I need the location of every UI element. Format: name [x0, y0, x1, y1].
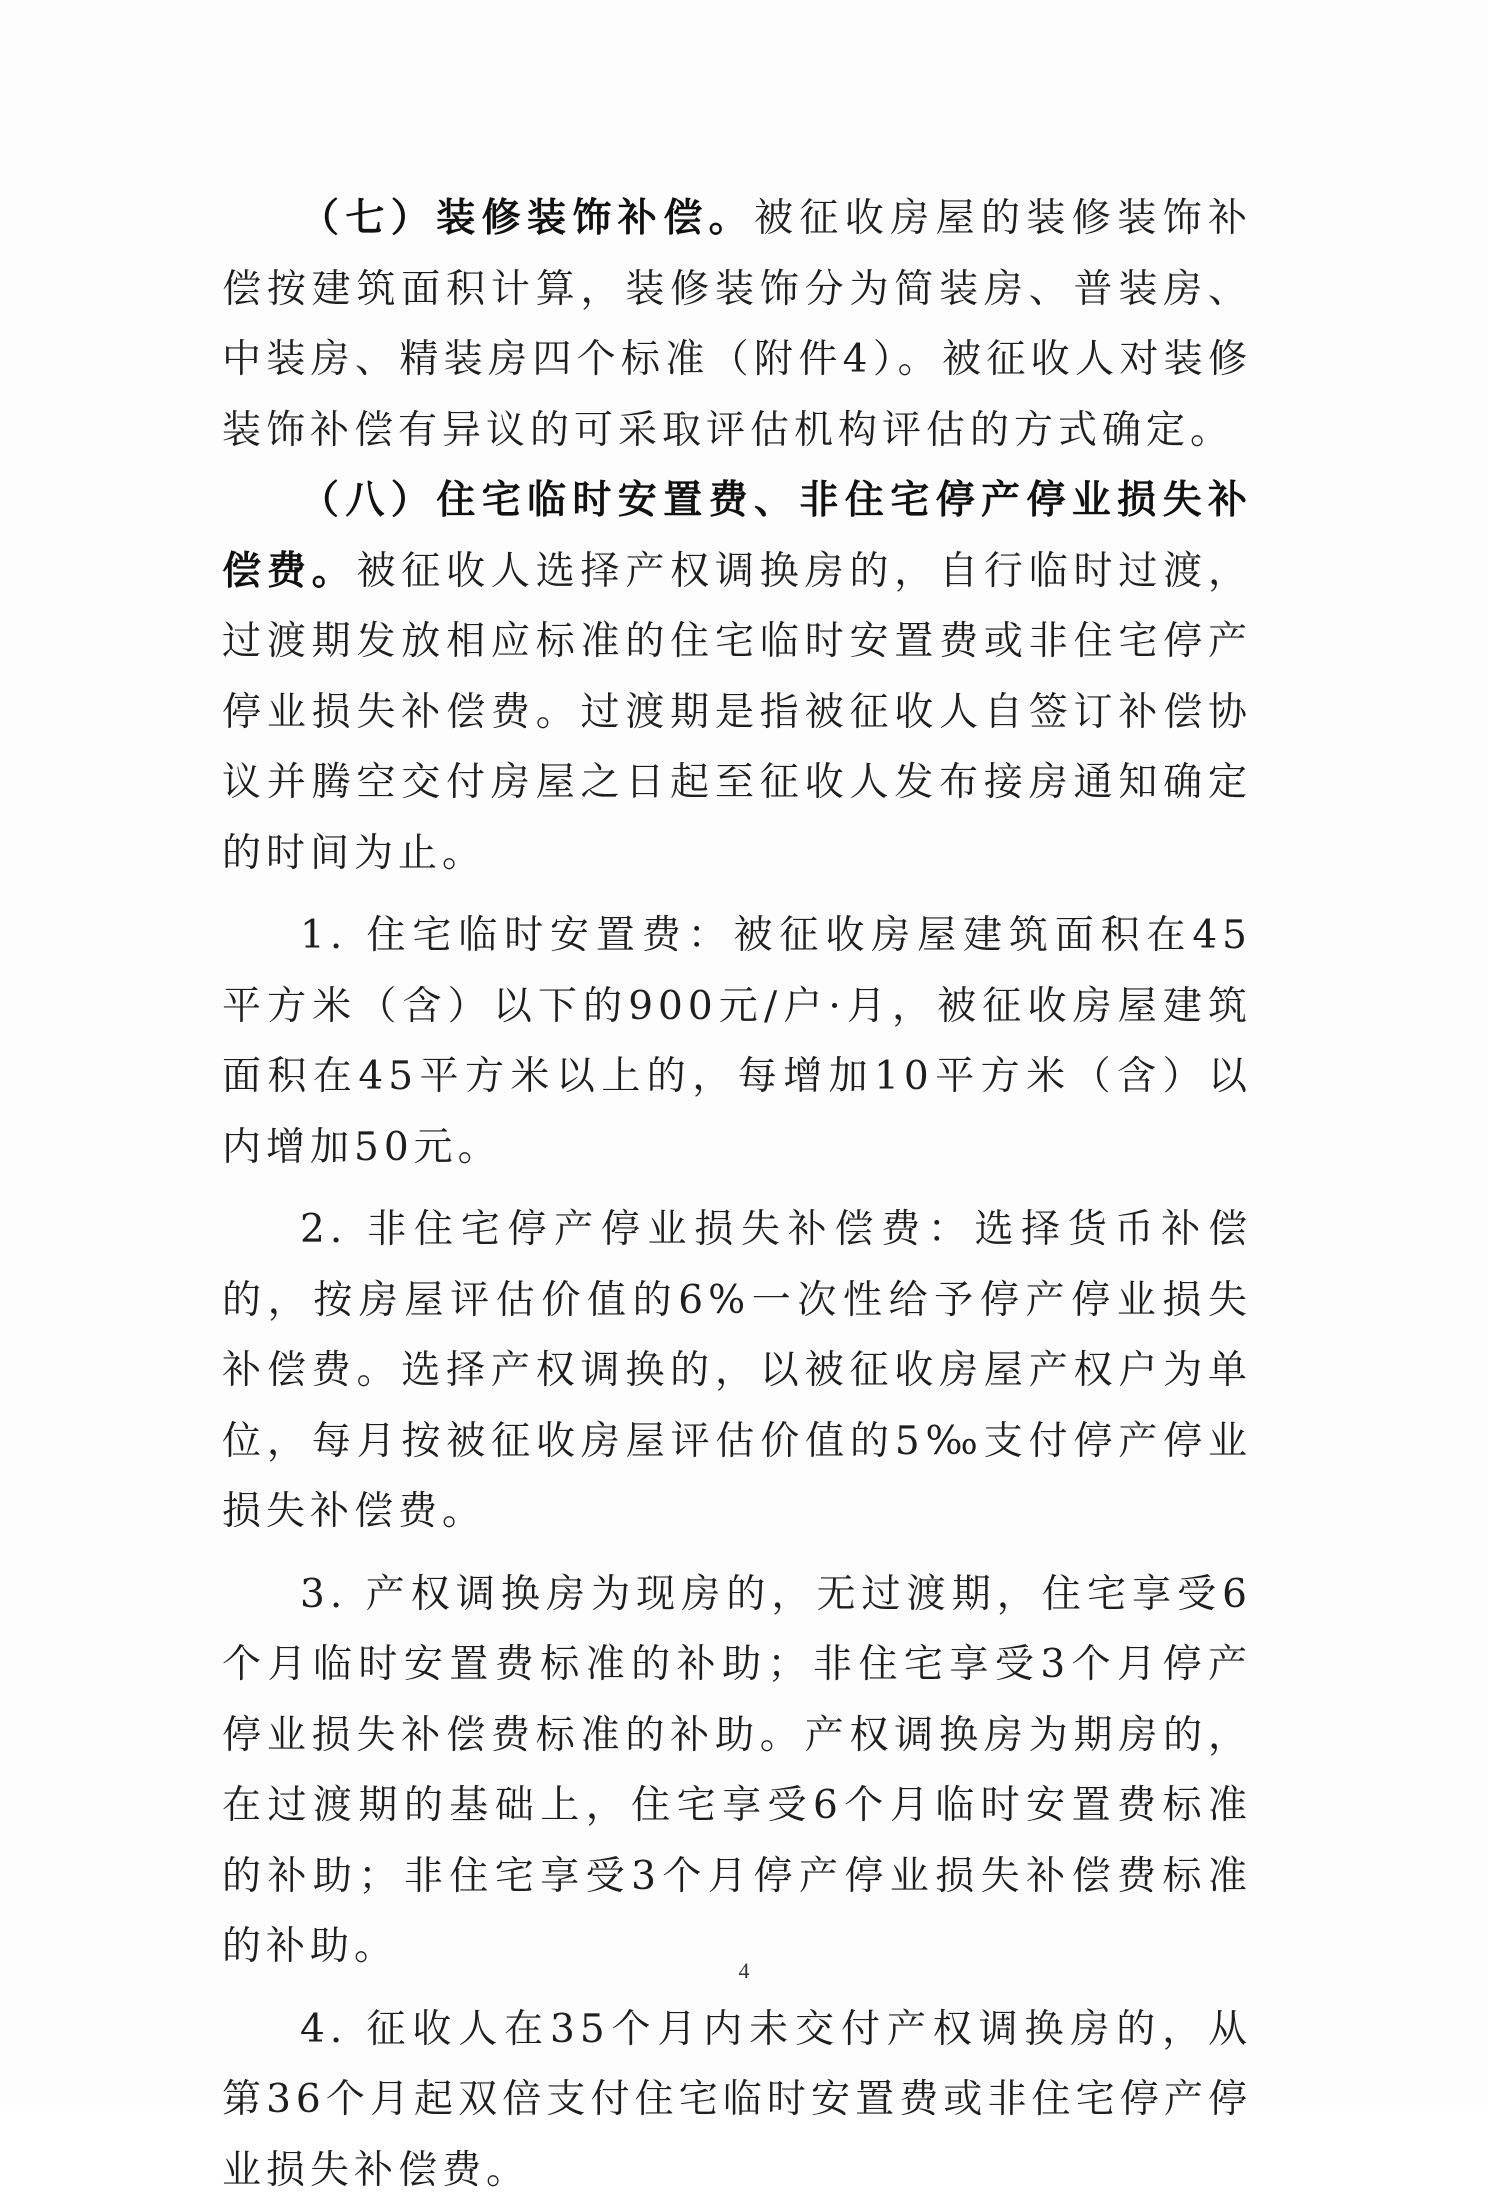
section-seven-body: 被征收房屋的装修装饰补偿按建筑面积计算，装修装饰分为简装房、普装房、中装房、精装房四个标准（附件4）。被征收人对装修装饰补偿有异议的可采取评估机构评估的方式确定。 [222, 196, 1252, 453]
item-4-paragraph: 4. 征收人在35个月内未交付产权调换房的，从第36个月起双倍支付住宅临时安置费或非住宅停产停业损失补偿费。 [222, 1995, 1252, 2206]
page-number: 4 [0, 1958, 1488, 1984]
section-seven-heading: （七）装修装饰补偿。 [300, 196, 754, 241]
section-eight-heading: （八）住宅临时安置费、非住宅停产停业损失补偿费。 [222, 478, 1252, 594]
section-eight-paragraph [222, 466, 1252, 889]
item-3-paragraph: 3. 产权调换房为现房的，无过渡期，住宅享受6个月临时安置费标准的补助；非住宅享受3个月停产停业损失补偿费标准的补助。产权调换房为期房的，在过渡期的基础上，住宅享受6个月临时安置费标准的补助；非住宅享受3个月停产停业损失补偿费标准的补助。 [222, 1560, 1252, 1983]
item-1-paragraph: 1. 住宅临时安置费：被征收房屋建筑面积在45平方米（含）以下的900元/户·月，被征收房屋建筑面积在45平方米以上的，每增加10平方米（含）以内增加50元。 [222, 901, 1252, 1183]
section-eight-body: 被征收人选择产权调换房的，自行临时过渡，过渡期发放相应标准的住宅临时安置费或非住宅停产停业损失补偿费。过渡期是指被征收人自签订补偿协议并腾空交付房屋之日起至征收人发布接房通知确定的时间为止。 [222, 549, 1252, 876]
section-seven-paragraph [222, 184, 1252, 466]
document-body [222, 184, 1252, 2206]
item-2-paragraph: 2. 非住宅停产停业损失补偿费：选择货币补偿的，按房屋评估价值的6%一次性给予停产停业损失补偿费。选择产权调换的，以被征收房屋产权户为单位，每月按被征收房屋评估价值的5‰支付停产停业损失补偿费。 [222, 1195, 1252, 1548]
